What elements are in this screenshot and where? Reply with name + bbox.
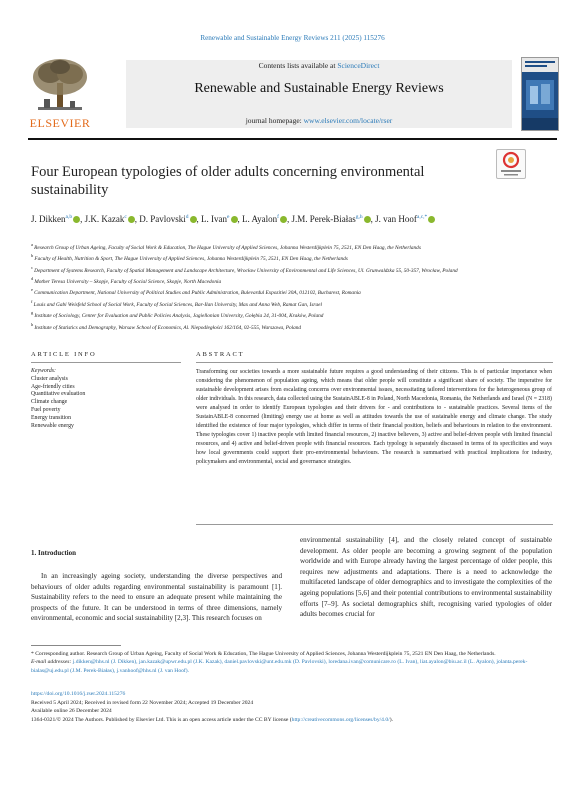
email-list[interactable]: j.dikken@hhs.nl (J. Dikken), jan.kazak@upwr.edu.pl (J.K. Kazak), daniel.pavlovski@unt.edu.mk (D. Pavlovski), loredana.ivan@comunicare.ro (L. Ivan), liat.ayalon@biu.ac.il (L. Ayalon), jolanta.perek-bialas@uj.edu.pl (J.M. Perek-Białas), j.vanhoof@hhs.nl (J. van Hoof).: [31, 659, 528, 674]
affiliation-item: [31, 241, 561, 252]
affiliation-mark: h: [31, 321, 35, 327]
author-affiliation-marks: c: [124, 214, 127, 220]
check-for-updates-badge[interactable]: [496, 149, 526, 179]
sciencedirect-link[interactable]: ScienceDirect: [337, 61, 380, 70]
author-name: J. van Hoof: [375, 214, 417, 224]
journal-header: [28, 57, 557, 134]
article-info-label: ARTICLE INFO: [31, 351, 97, 358]
author-separator: ,: [287, 214, 292, 224]
affiliation-mark: b: [31, 253, 35, 259]
affiliation-item: [31, 252, 561, 263]
copyright-text: 1364-0321/© 2024 The Authors. Published by Elsevier Ltd. This is an open access article under the CC BY license (: [31, 716, 292, 723]
abstract-label: ABSTRACT: [196, 351, 245, 358]
author-separator: ,: [237, 214, 242, 224]
affiliation-text: Research Group of Urban Ageing, Faculty of Social Work & Education, The Hague University of Applied Sciences, Johanna Westerdijkplein 75, 2521, EN Den Haag, the Netherlands: [34, 244, 421, 251]
author-name: L. Ayalon: [242, 214, 278, 224]
affiliation-text: Louis and Gabi Weisfeld School of Social Work, Faculty of Social Sciences, Bar-Ilan University, Max and Anna Web, Ramat Gan, Israel: [33, 301, 322, 308]
author-name: J. Dikken: [31, 214, 66, 224]
author-name: D. Pavlovski: [139, 214, 186, 224]
affiliation-mark: a: [31, 242, 35, 247]
author-item[interactable]: [31, 214, 80, 224]
author-affiliation-marks: f: [277, 214, 280, 220]
author-item[interactable]: [85, 214, 135, 224]
keywords-label: Keywords:: [31, 368, 56, 374]
publication-history: [31, 690, 553, 724]
orcid-icon[interactable]: [364, 216, 371, 223]
author-affiliation-marks: a,b: [65, 214, 73, 220]
affiliation-mark: f: [31, 298, 34, 304]
affiliation-text: Institute of Statistics and Demography, Warsaw School of Economics, Al. Niepodległości 162/164, 02-555, Warszawa, Poland: [34, 324, 302, 331]
author-name: J.K. Kazak: [84, 214, 125, 224]
keyword-item: Age-friendly cities: [31, 383, 75, 390]
copyright-end: ).: [389, 716, 393, 723]
contents-prefix: Contents lists available at: [258, 61, 338, 70]
affiliation-item: [31, 286, 561, 297]
homepage-line: [126, 116, 512, 125]
contents-line: [126, 61, 512, 70]
journal-reference[interactable]: Renewable and Sustainable Energy Reviews 211 (2025) 115276: [200, 34, 385, 42]
introduction-right-column: environmental sustainability [4], and the closely related concept of sustainable development. As older people are becoming a growing segment of the population worldwide and with Europe already having the largest percentage of older people, this requires new adjustments and adaptations. There is a need to acknowledge the multifaceted landscape of older demographics and to investigate the complexities of the ageing populations [5,6] and their potential contributions to environmental sustainability efforts [7–9]. As societal demographics shift, recognising varied typologies of older adults becomes crucial for: [300, 536, 552, 619]
email-addresses: [31, 658, 553, 675]
keyword-item: Cluster analysis: [31, 375, 68, 382]
available-online: Available online 26 December 2024: [31, 708, 112, 715]
author-affiliation-marks: a,c,*: [416, 214, 428, 220]
affiliation-item: [31, 275, 561, 286]
orcid-icon[interactable]: [428, 216, 435, 223]
homepage-link[interactable]: www.elsevier.com/locate/rser: [303, 116, 393, 125]
affiliation-text: Department of Systems Research, Faculty of Spatial Management and Landscape Architecture, Wrocław University of Environmental and Life Sciences, Ul. Grunwaldzka 55, 50-357, Wrocław, Poland: [34, 267, 458, 274]
author-item[interactable]: [139, 214, 196, 224]
affiliation-mark: g: [31, 310, 35, 316]
author-separator: ,: [134, 214, 140, 224]
affiliation-text: Mother Teresa University – Skopje, Faculty of Social Science, Skopje, North Macedonia: [34, 278, 222, 285]
footnotes: [31, 650, 553, 675]
orcid-icon[interactable]: [231, 216, 238, 223]
keyword-item: Climate change: [31, 399, 68, 406]
copyright-line: [31, 716, 553, 725]
affiliation-list: [31, 241, 561, 332]
article-title: Four European typologies of older adults concerning environmental sustainability: [31, 164, 425, 198]
corresponding-author-note: * Corresponding author. Research Group of Urban Ageing, Faculty of Social Work & Education, The Hague University of Applied Sciences, Johanna Westerdijkplein 75, 2521 EN Den Haag, the Netherlands.: [31, 651, 496, 657]
check-updates-icon: [497, 150, 525, 178]
author-name: L. Ivan: [201, 214, 228, 224]
introduction-left-column: In an increasingly ageing society, understanding the diverse perspectives and behaviours of older adults regarding environmental sustainability is paramount [1]. Sustainability refers to the need to ensure an adequate present while maintaining the prospects of the future. It can be understood in terms of three dimensions, namely environmental, economic and social sustainability [2,3]. This research focuses on: [31, 572, 282, 623]
abstract-text: Transforming our societies towards a more sustainable future requires a good understanding of their citizens. This is of particular importance when considering the phenomenon of population ageing, which means that older people will constitute a significant share of society. The imperative for sustainable development arises from escalating concerns over environmental issues, necessitating tailored interventions for the heterogeneous group of older individuals. In this research, data collected using the SustainABLE-8 in Poland, North Macedonia, Romania, the Netherlands and Israel (N = 2318) were analysed in order to identify European typologies and their drivers for - and contributions to - sustainable practices. Several items of the SustainABLE-8 concerned (limiting) energy use at home as well as attitudes towards the use of sustainable energy and climate change. The study identified the existence of four major typologies, which differ in terms of their financial position, beliefs and behaviours in relation to the environment. These typologies cover 1) inactive people with limited financial resources, 2) inactive believers, 3) active and belief-driven people with limited financial resources, and 4) active and belief-driven people with financial resources. Each typology is separately discussed in terms of its specificities and ways how local governments could support their pro-environmental behaviours. The research is summarised with practical implications for industry, policymakers and environmental, social and governance strategies.: [196, 369, 552, 466]
keyword-item: Energy transition: [31, 414, 71, 421]
journal-name: Renewable and Sustainable Energy Reviews: [194, 81, 444, 96]
author-affiliation-marks: d: [185, 214, 189, 220]
author-affiliation-marks: e: [227, 214, 230, 220]
author-separator: ,: [370, 214, 376, 224]
author-separator: ,: [80, 214, 85, 224]
author-separator: ,: [196, 214, 202, 224]
affiliation-mark: d: [31, 276, 35, 282]
author-item[interactable]: [201, 214, 237, 224]
author-name: J.M. Perek-Białas: [291, 214, 356, 224]
keyword-item: Renewable energy: [31, 422, 74, 429]
orcid-icon[interactable]: [190, 216, 197, 223]
license-link[interactable]: http://creativecommons.org/licenses/by/4.0/: [291, 716, 390, 723]
affiliation-text: Institute of Sociology, Center for Evaluation and Public Policies Analysis, Jagiellonian University, Gołębia 24, 31-004, Kraków, Poland: [34, 312, 324, 319]
keywords-list: [31, 376, 171, 431]
orcid-icon[interactable]: [280, 216, 287, 223]
affiliation-mark: c: [31, 264, 35, 270]
affiliation-text: Communication Department, National University of Political Studies and Public Administration, Bulevardul Expozitiei 30A, 012102, Bucharest, Romania: [34, 290, 361, 297]
affiliation-item: [31, 298, 561, 309]
affiliation-mark: e: [31, 287, 35, 293]
article-info-rule: [31, 362, 181, 363]
elsevier-wordmark: ELSEVIER: [29, 116, 91, 130]
received-dates: Received 5 April 2024; Received in revised form 22 November 2024; Accepted 19 December 2024: [31, 699, 254, 706]
journal-cover-image[interactable]: [521, 57, 559, 131]
footnote-rule: [31, 645, 121, 646]
author-affiliation-marks: g,h: [355, 214, 363, 220]
author-item[interactable]: [375, 214, 435, 224]
keyword-item: Quantitative evaluation: [31, 391, 86, 398]
author-item[interactable]: [292, 214, 371, 224]
affiliation-item: [31, 321, 561, 332]
header-rule: [28, 138, 557, 140]
email-label: E-mail addresses:: [31, 659, 72, 666]
affiliation-text: Faculty of Health, Nutrition & Sport, The Hague University of Applied Sciences, Johanna Westerdijkplein 75, 2521, EN Den Haag, the Netherlands: [34, 256, 348, 263]
abstract-rule: [196, 362, 553, 363]
doi-link[interactable]: https://doi.org/10.1016/j.rser.2024.115276: [31, 691, 126, 697]
introduction-heading: 1. Introduction: [31, 549, 76, 557]
affiliation-item: [31, 264, 561, 275]
affiliation-item: [31, 309, 561, 320]
author-item[interactable]: [242, 214, 287, 224]
homepage-prefix: journal homepage:: [245, 116, 304, 125]
author-list: [31, 210, 551, 226]
keywords-block: [31, 368, 171, 430]
abstract-bottom-rule: [196, 524, 553, 525]
keyword-item: Fuel poverty: [31, 406, 61, 413]
orcid-icon[interactable]: [128, 216, 135, 223]
